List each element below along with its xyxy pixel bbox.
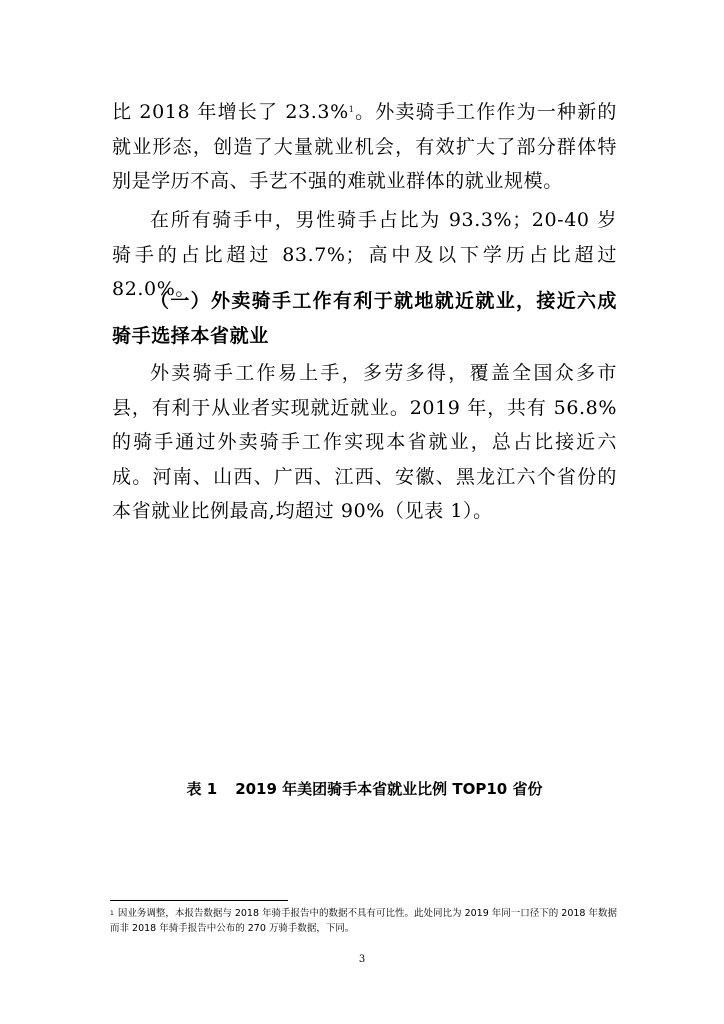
paragraph-1-lead-text: 比 2018 年增长了 23.3%: [112, 101, 349, 123]
body-paragraph-1: [112, 95, 617, 199]
paragraph-1-main-text: 。外卖骑手工作作为一种新的就业形态，创造了大量就业机会，有效扩大了部分群体特别是学历不高、手艺不强的难就业群体的就业规模。: [112, 101, 617, 192]
section-heading: （一）外卖骑手工作有利于就地就近就业，接近六成骑手选择本省就业: [112, 290, 617, 347]
page-number: 3: [358, 954, 366, 965]
table-caption-title: 2019 年美团骑手本省就业比例 TOP10 省份: [235, 780, 543, 798]
table-caption-number: 表 1: [186, 780, 218, 798]
table-caption: [112, 778, 617, 799]
footnote: [110, 906, 618, 936]
footnote-separator: [110, 900, 288, 901]
footnote-marker: 1: [110, 910, 114, 917]
body-paragraph-rider-demographics: 在所有骑手中，男性骑手占比为 93.3%；20-40 岁骑手的占比超过 83.7%；高中及以下学历占比超过 82.0%。: [112, 209, 617, 300]
footnote-text: 因业务调整，本报告数据与 2018 年骑手报告中的数据不具有可比性。此处同比为 2019 年同一口径下的 2018 年数据而非 2018 年骑手报告中公布的 270 万骑手数据，下同。: [110, 908, 617, 934]
body-paragraph-local-employment: 外卖骑手工作易上手，多劳多得，覆盖全国众多市县，有利于从业者实现就近就业。2019 年，共有 56.8%的骑手通过外卖骑手工作实现本省就业，总占比接近六成。河南、山西、广西、江西、安徽、黑龙江六个省份的本省就业比例最高,均超过 90%（见表 1）。: [112, 362, 617, 522]
footnote-reference-marker[interactable]: 1: [348, 105, 355, 114]
